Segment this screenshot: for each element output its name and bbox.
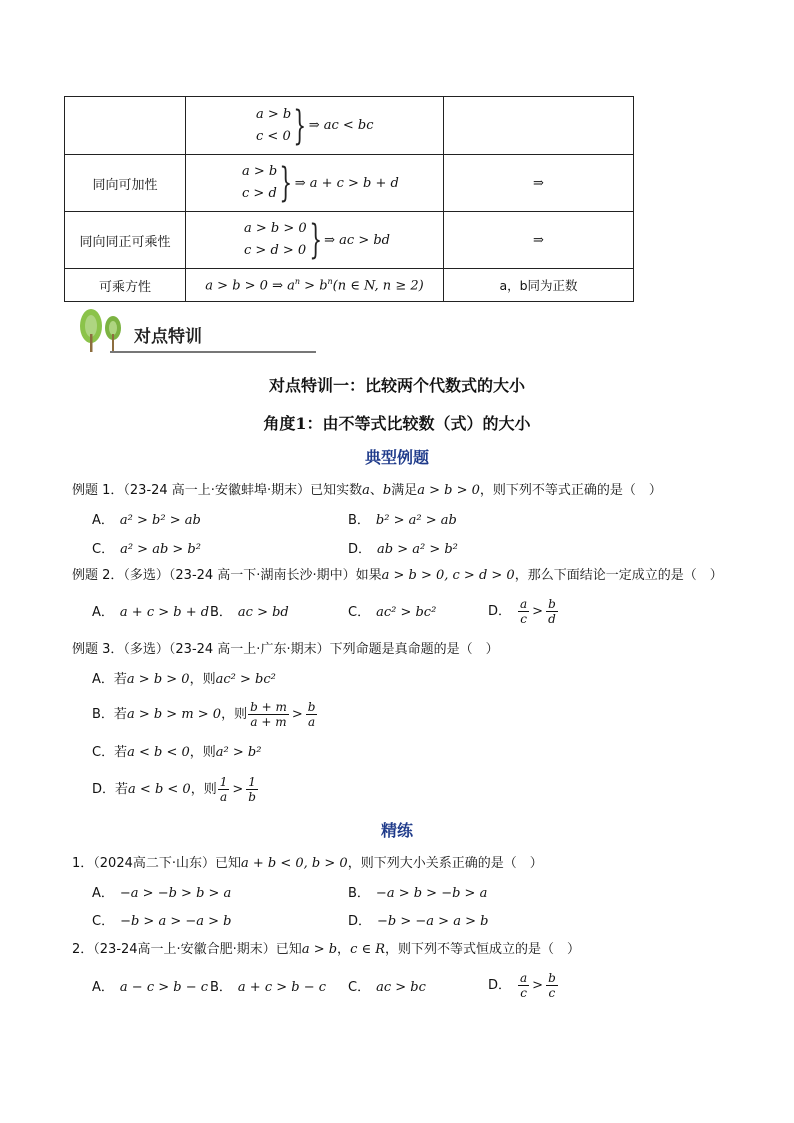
condition-line: a > b > 0 <box>244 221 307 236</box>
practice-1-stem: 1．（2024高二下·山东）已知a + b < 0, b > 0，则下列大小关系正确的是（ ） <box>72 856 543 871</box>
practice-2-stem: 2．（23-24高一上·安徽合肥·期末）已知a > b，c ∈ R，则下列不等式恒成立的是（ ） <box>72 942 581 957</box>
angle-title: 角度1：由不等式比较数（式）的大小 <box>263 414 531 433</box>
property-formula: a > b > 0 ⇒ $a^n > b^n(n$ ∈ N, n ≥ 2) <box>186 269 444 302</box>
condition-line: a > b <box>242 164 278 179</box>
option-b[interactable]: B． 若 a > b > m > 0 ，则 $\frac{b + m}{a + m}$ > $\frac{b}{a}$ <box>92 700 316 729</box>
option-a[interactable]: A． a − c > b − c <box>92 980 209 995</box>
option-c[interactable]: C． a² > ab > b² <box>92 542 201 557</box>
practice-heading: 精练 <box>380 821 413 840</box>
example-3-stem: 例题 3．（多选）（23-24 高一上·广东·期末）下列命题是真命题的是（ ） <box>72 642 499 657</box>
property-formula <box>186 155 444 212</box>
property-name: 可乘方性 <box>65 269 186 302</box>
conclusion: ⇒ ac < bc <box>308 118 374 133</box>
conclusion: ⇒ ac > bd <box>324 232 390 248</box>
option-d[interactable]: D． $\frac{a}{c}$ > $\frac{b}{d}$ <box>488 597 556 626</box>
property-name: 同向同正可乘性 <box>65 212 186 269</box>
property-note: ⇒ <box>444 155 634 212</box>
conclusion: ⇒ a + c > b + d <box>294 175 399 191</box>
option-a[interactable]: A． a² > b² > ab <box>92 513 201 528</box>
option-b[interactable]: B． b² > a² > ab <box>348 513 457 528</box>
property-name: 同向可加性 <box>65 155 186 212</box>
property-formula <box>186 97 444 155</box>
property-formula <box>186 212 444 269</box>
section-title: 对点特训一：比较两个代数式的大小 <box>268 376 525 395</box>
divider <box>110 351 316 353</box>
property-note: a，b同为正数 <box>444 269 634 302</box>
example-2-stem: 例题 2．（多选）（23-24 高一下·湖南长沙·期中）如果a > b > 0, c > d > 0，那么下面结论一定成立的是（ ） <box>72 568 723 583</box>
table-row <box>65 97 634 155</box>
section-banner <box>76 306 246 356</box>
table-row <box>65 155 634 212</box>
option-c[interactable]: C． −b > a > −a > b <box>92 914 232 929</box>
condition-line: c > d > 0 <box>244 243 307 258</box>
properties-table <box>64 96 634 302</box>
property-name <box>65 97 186 155</box>
property-note: ⇒ <box>444 212 634 269</box>
examples-heading: 典型例题 <box>364 448 429 467</box>
option-a[interactable]: A． 若 a > b > 0 ，则 ac² > bc² <box>92 672 276 687</box>
option-d[interactable]: D． ab > a² > b² <box>348 542 458 557</box>
option-c[interactable]: C． ac > bc <box>348 980 426 995</box>
option-a[interactable]: A． a + c > b + d <box>92 605 210 620</box>
right-brace: } <box>309 217 322 263</box>
option-b[interactable]: B． ac > bd <box>210 605 289 620</box>
option-d[interactable]: D． −b > −a > a > b <box>348 914 489 929</box>
option-c[interactable]: C． 若 a < b < 0 ，则 a² > b² <box>92 745 262 760</box>
banner-title: 对点特训 <box>134 327 202 347</box>
condition-line: c > d <box>242 186 277 201</box>
right-brace: } <box>293 102 307 149</box>
option-b[interactable]: B． a + c > b − c <box>210 980 327 995</box>
table-row <box>65 212 634 269</box>
right-brace: } <box>279 160 293 206</box>
option-a[interactable]: A． −a > −b > b > a <box>92 886 232 901</box>
example-1-stem: 例题 1．（23-24 高一上·安徽蚌埠·期末）已知实数a、b满足a > b > 0，则下列不等式正确的是（ ） <box>72 483 662 498</box>
option-d[interactable]: D． $\frac{a}{c}$ > $\frac{b}{c}$ <box>488 971 556 1000</box>
condition-line: a > b <box>256 106 292 122</box>
option-b[interactable]: B． −a > b > −b > a <box>348 886 488 901</box>
condition-line: c < 0 <box>256 128 291 144</box>
tree-icon <box>76 306 132 356</box>
option-d[interactable]: D． 若 a < b < 0 ，则 $\frac{1}{a}$ > $\frac{1}{b}$ <box>92 775 256 804</box>
table-row <box>65 269 634 302</box>
option-c[interactable]: C． ac² > bc² <box>348 605 437 620</box>
property-note <box>444 97 634 155</box>
